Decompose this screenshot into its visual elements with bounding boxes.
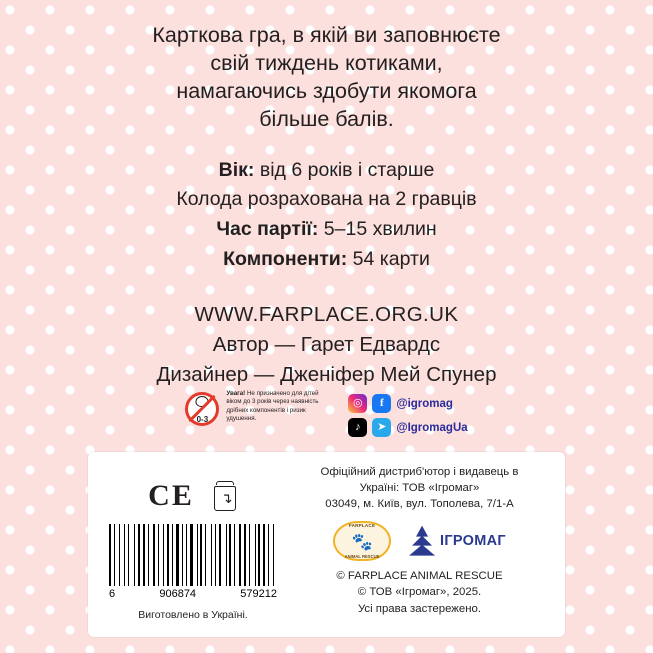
barcode-digit-right: 579212 bbox=[240, 588, 277, 600]
credit-author: Автор — Гарет Едвардс bbox=[212, 332, 441, 356]
compliance-marks bbox=[148, 474, 238, 518]
spec-time-value: 5–15 хвилин bbox=[318, 218, 437, 240]
spec-age-value: від 6 років і старше bbox=[254, 158, 435, 181]
panel-right-column bbox=[286, 462, 553, 629]
barcode bbox=[109, 524, 277, 586]
copyright-block bbox=[336, 568, 502, 618]
social-row-instagram[interactable] bbox=[348, 394, 467, 413]
no-under-three-icon bbox=[185, 392, 219, 426]
warning-text bbox=[226, 390, 322, 423]
spec-time bbox=[176, 215, 476, 245]
barcode-digit-mid: 906874 bbox=[159, 588, 197, 600]
description-line-1: Карткова гра, в якій ви заповнюєте bbox=[152, 23, 501, 47]
publisher-logos bbox=[333, 521, 506, 561]
panel-left-column bbox=[100, 462, 286, 629]
copyright-line-1: © FARPLACE ANIMAL RESCUE bbox=[336, 569, 503, 582]
paw-icon: 🐾 bbox=[351, 532, 373, 552]
tidyman-icon: ↴ bbox=[212, 480, 238, 512]
igromag-mark-icon bbox=[409, 526, 435, 556]
spec-components-label: Компоненти: bbox=[223, 247, 348, 270]
copyright-line-3: Усі права застережено. bbox=[357, 602, 482, 615]
description-line-2: свій тиждень котиками, bbox=[210, 50, 443, 75]
igromag-logo bbox=[409, 526, 506, 556]
credits-block bbox=[157, 300, 497, 389]
credit-designer: Дизайнер — Дженіфер Мей Спунер bbox=[156, 362, 497, 386]
warning-title: Увага! bbox=[226, 390, 246, 397]
distributor-line-1: Офіційний дистриб'ютор і видавець в bbox=[320, 466, 519, 478]
age-badge-label: 0-3 bbox=[196, 415, 209, 424]
spec-players: Колода розрахована на 2 гравців bbox=[176, 188, 477, 211]
ce-mark: CE bbox=[148, 479, 194, 512]
social-handle-1[interactable]: @igromag bbox=[396, 397, 453, 410]
website-url: WWW.FARPLACE.ORG.UK bbox=[194, 303, 459, 327]
made-in-text: Виготовлено в Україні. bbox=[138, 609, 248, 621]
distributor-line-3: 03049, м. Київ, вул. Тополева, 7/1-А bbox=[325, 498, 514, 511]
barcode-digits bbox=[109, 588, 277, 600]
spec-components bbox=[176, 245, 476, 275]
game-description bbox=[152, 22, 500, 134]
description-line-3: намагаючись здобути якомога bbox=[176, 78, 477, 103]
farplace-logo-top-text: FARPLACE bbox=[348, 522, 376, 528]
distributor-info bbox=[321, 464, 519, 513]
social-row-tiktok[interactable] bbox=[348, 418, 467, 437]
distributor-line-2: Україні: ТОВ «Ігромаг» bbox=[359, 482, 480, 495]
spec-time-label: Час партії: bbox=[216, 218, 319, 240]
description-line-4: більше балів. bbox=[259, 106, 394, 131]
info-panel bbox=[88, 452, 565, 637]
game-specs bbox=[176, 156, 476, 275]
warning-and-socials-row bbox=[0, 390, 653, 452]
age-warning-block bbox=[185, 390, 322, 426]
igromag-logo-text: ІГРОМАГ bbox=[440, 532, 506, 549]
social-handle-2[interactable]: @IgromagUa bbox=[396, 421, 468, 434]
farplace-logo bbox=[333, 521, 391, 561]
spec-age bbox=[176, 156, 476, 186]
social-links bbox=[348, 394, 467, 437]
spec-components-value: 54 карти bbox=[347, 247, 430, 270]
barcode-digit-left: 6 bbox=[109, 588, 116, 600]
instagram-icon[interactable]: ◎ bbox=[348, 394, 367, 413]
copyright-line-2: © ТОВ «Ігромаг», 2025. bbox=[357, 586, 482, 599]
telegram-icon[interactable]: ➤ bbox=[372, 418, 391, 437]
warning-body: Не призначено для дітей віком до 3 років через наявність дрібних компонентів і ризик удушення. bbox=[226, 390, 319, 422]
facebook-icon[interactable]: f bbox=[372, 394, 391, 413]
spec-age-label: Вік: bbox=[218, 158, 255, 181]
farplace-logo-bottom-text: ANIMAL RESCUE bbox=[344, 553, 380, 559]
tiktok-icon[interactable]: ♪ bbox=[348, 418, 367, 437]
